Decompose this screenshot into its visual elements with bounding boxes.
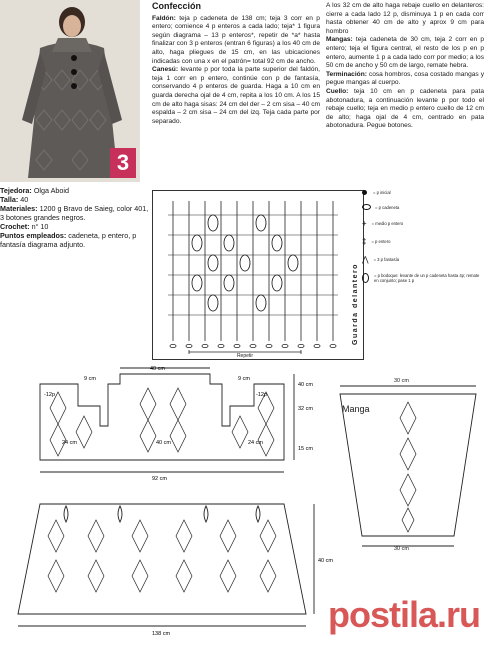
dim-40cm-side: 40 cm bbox=[298, 382, 313, 388]
dim-12p-right: -12p bbox=[256, 392, 268, 398]
sleeve-top-width: 30 cm bbox=[394, 378, 409, 384]
model-photo bbox=[0, 0, 140, 182]
stitch-legend bbox=[362, 190, 484, 290]
dim-15cm: 15 cm bbox=[298, 446, 313, 452]
legend-item: + = medio p entero bbox=[362, 219, 404, 228]
neckline-paragraph: A los 32 cm de alto haga rebaje cuello en delanteros: cierre a cada lado 12 p, disminuya 1 p en cada corr hasta obtener 40 cm de alto y aprox 9 cm para hombro bbox=[326, 2, 484, 35]
sleeve-schematic bbox=[336, 378, 484, 558]
double-cross-icon: ‡ bbox=[362, 237, 367, 246]
stitch-diagram bbox=[152, 190, 367, 360]
schematic-svg bbox=[0, 364, 340, 640]
guarda-label: Guarda delantero bbox=[352, 263, 359, 345]
chain-oval-icon bbox=[362, 204, 371, 210]
terminacion-paragraph: Terminación: cosa hombros, cosa costado mangas y pegue mangas al cuerpo. bbox=[326, 70, 484, 87]
info-talla: Talla: 40 bbox=[0, 195, 29, 204]
pattern-number-badge: 3 bbox=[110, 148, 136, 178]
dim-40cm-top: 40 cm bbox=[150, 366, 165, 372]
info-puntos: Puntos empleados: cadeneta, p entero, p fantasía diagrama adjunto. bbox=[0, 231, 137, 249]
garment-schematic bbox=[0, 364, 340, 640]
info-tejedora: Tejedora: Olga Aboid bbox=[0, 186, 69, 195]
canesu-paragraph: Canesú: levante p por toda la parte superior del faldón, teja 1 corr en p entero, continúe con p de fantasía, conservando 4 p enteros de guarda. Haga a 10 cm en guarda derecha ojal de 4 cm, repita a los 10 cm. A los 15 cm de alto haga sisas: 24 cm del der – 2 cm sisa – 40 cm espalda – 2 cm sisa – 24 cm del izq. Teja cada parte por separado. bbox=[152, 66, 320, 125]
dot-icon bbox=[362, 190, 367, 195]
dim-92cm: 92 cm bbox=[152, 476, 167, 482]
dim-24cm-right: 24 cm bbox=[248, 440, 263, 446]
leaf-stitch-icon bbox=[362, 273, 369, 283]
sleeve-bottom-width: 30 cm bbox=[394, 546, 409, 552]
dim-32cm: 32 cm bbox=[298, 406, 313, 412]
dim-9cm-left: 9 cm bbox=[84, 376, 96, 382]
section-title: Confección bbox=[152, 1, 202, 11]
instructions-column-2 bbox=[326, 2, 484, 131]
legend-item: ⋀ = 3 p fantasía bbox=[362, 255, 400, 264]
legend-item: = p inicial bbox=[362, 190, 484, 195]
dim-40cm-skirt: 40 cm bbox=[318, 558, 333, 564]
dim-24cm-left: 24 cm bbox=[62, 440, 77, 446]
info-crochet: Crochet: n° 10 bbox=[0, 222, 49, 231]
dim-12p-left: -12p bbox=[44, 392, 56, 398]
plus-icon: + bbox=[362, 219, 367, 228]
instructions-column-1 bbox=[152, 2, 320, 126]
bundle-icon: ⋀ bbox=[362, 255, 369, 264]
legend-item: = p bodoque: levante de un p cadeneta hasta 4p; remate en conjunto; pase 1 p bbox=[362, 273, 484, 283]
faldon-paragraph: Faldón: teja p cadeneta de 138 cm; teja 3 corr en p entero; comience 4 p enteros a cada lado; teja* 1 figura según diagrama – 13 p enteros*, repetir de *a* hasta finalizar con 3 p enteros (entran 6 figuras) a los 40 cm de alto, haga pliegues de 15 cm, en las ubicaciones indicadas con una x en el patrón= total 92 cm de ancho. bbox=[152, 14, 320, 65]
postila-watermark: postila.ru bbox=[327, 594, 480, 635]
cuello-paragraph: Cuello: teja 10 cm en p cadeneta para pata abotonadura, a continuación levante p por todo el rebaje cuello; teja en medio p entero cuello de 12 cm de alto; haga ojal de 4 cm, centrado en pata abotonadura. Pegue botones. bbox=[326, 87, 484, 130]
dim-9cm-right: 9 cm bbox=[238, 376, 250, 382]
dim-40cm-center: 40 cm bbox=[156, 440, 171, 446]
sleeve-title: Manga bbox=[342, 404, 370, 414]
stitch-columns bbox=[173, 201, 333, 341]
stitch-diagram-svg bbox=[153, 191, 363, 359]
materials-info bbox=[0, 186, 150, 249]
info-materiales: Materiales: 1200 g Bravo de Saieg, color 401, 3 botones grandes negros. bbox=[0, 204, 149, 222]
legend-item: ‡ = p entero bbox=[362, 237, 391, 246]
mangas-paragraph: Mangas: teja cadeneta de 30 cm, teja 2 corr en p entero; teja el figura central, el resto de los p en p entero, aumente 1 p a cada lado corr por medio; a los 50 cm de ancho y 50 cm de largo, remate hebra. bbox=[326, 36, 484, 70]
legend-item: = p cadeneta bbox=[362, 204, 484, 210]
repeat-label: Repetir bbox=[236, 353, 254, 359]
dim-138cm: 138 cm bbox=[152, 631, 171, 637]
